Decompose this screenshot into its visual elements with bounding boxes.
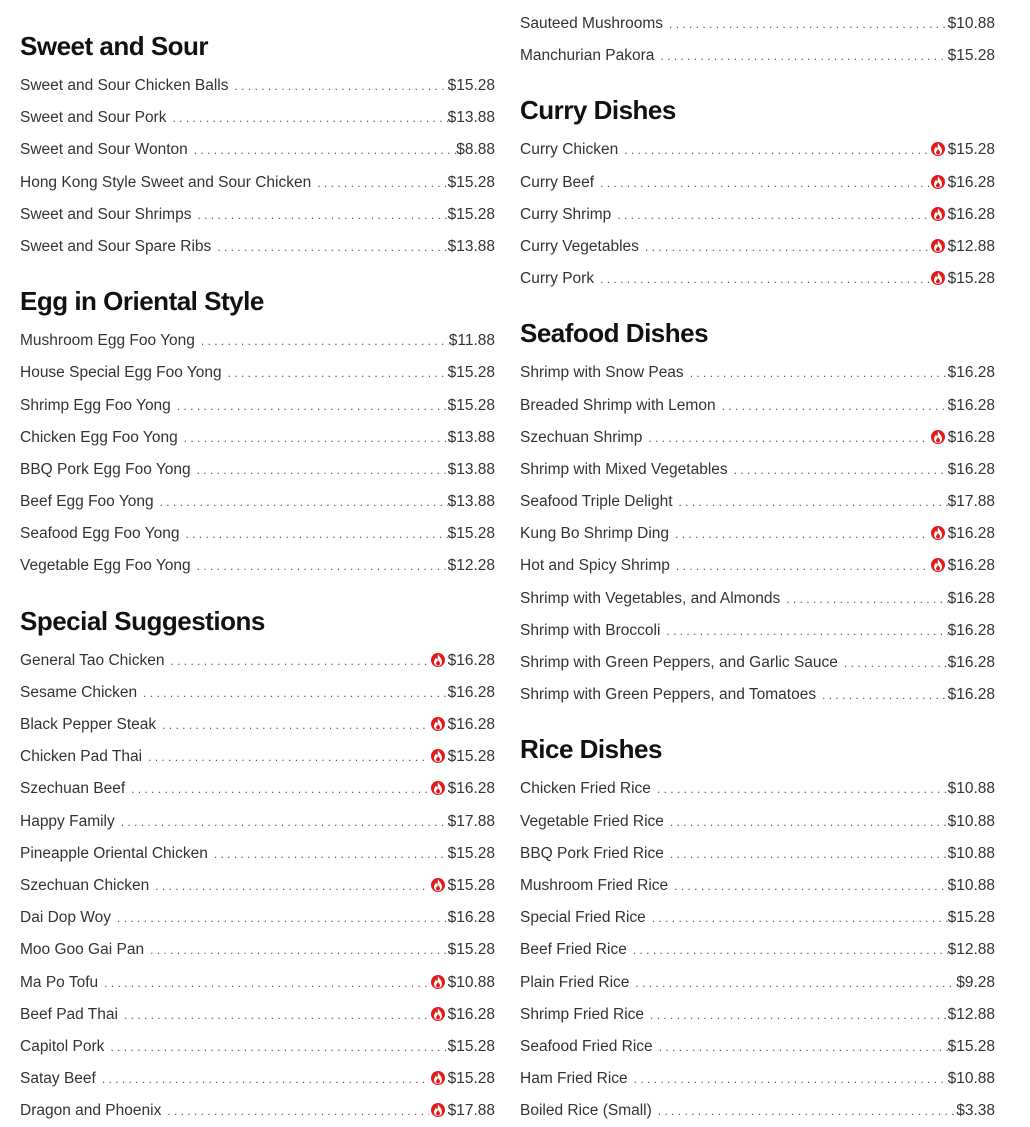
menu-item-price: $10.88 [947, 1070, 995, 1088]
menu-item-name: Shrimp with Snow Peas [520, 364, 684, 382]
menu-item-name: Shrimp with Green Peppers, and Tomatoes [520, 686, 817, 704]
menu-item-name: Capitol Pork [20, 1037, 105, 1055]
menu-item-price: $13.88 [447, 428, 495, 446]
menu-item-name: Shrimp Egg Foo Yong [20, 396, 171, 414]
menu-item-name: Sweet and Sour Spare Ribs [20, 237, 212, 255]
menu-item-price: $12.28 [447, 557, 495, 575]
dot-leader [110, 1031, 447, 1063]
spicy-flame-icon [431, 749, 445, 763]
menu-item-name: Sesame Chicken [20, 683, 138, 701]
menu-item-name: Sauteed Mushrooms [520, 15, 664, 32]
dot-leader [633, 934, 948, 966]
menu-section-rice-dishes [520, 711, 995, 1127]
menu-item-shrimp-with-green-peppers-and-garlic-sauce [520, 647, 995, 679]
cut-off-row [520, 0, 995, 8]
menu-item-price: $15.28 [947, 270, 995, 288]
menu-item-hong-kong-style-sweet-and-sour-chicken [20, 167, 495, 199]
menu-item-price: $10.88 [947, 15, 995, 32]
menu-item-beef-pad-thai [20, 999, 495, 1031]
menu-item-name: Kung Bo Shrimp Ding [520, 525, 670, 543]
menu-item-price: $10.88 [947, 780, 995, 798]
menu-item-name: Shrimp with Broccoli [520, 621, 661, 639]
spicy-flame-icon [931, 207, 945, 221]
menu-item-price: $16.28 [447, 683, 495, 701]
menu-item-price: $10.88 [947, 812, 995, 830]
dot-leader [197, 550, 448, 582]
menu-item-name: House Special Egg Foo Yong [20, 364, 222, 382]
menu-item-dai-dop-woy [20, 902, 495, 934]
menu-item-price: $17.88 [447, 1102, 495, 1120]
menu-item-name: Dragon and Phoenix [20, 1102, 162, 1120]
dot-leader [197, 199, 447, 231]
menu-item-pineapple-oriental-chicken [20, 838, 495, 870]
spicy-flame-icon [431, 878, 445, 892]
menu-item-satay-beef [20, 1063, 495, 1095]
dot-leader [844, 647, 948, 679]
dot-leader [679, 486, 948, 518]
menu-item-ma-po-tofu [20, 967, 495, 999]
menu-item-sweet-and-sour-pork [20, 102, 495, 134]
menu-section-curry-dishes [520, 72, 995, 295]
menu-item-ginger-and-spring-onions-chicken [20, 0, 495, 8]
menu-item-name: Seafood Fried Rice [520, 1037, 653, 1055]
menu-item-snow-peas-and-water-chestnuts [520, 0, 995, 8]
menu-item-name: Vegetable Egg Foo Yong [20, 557, 191, 575]
spicy-flame-icon [431, 1007, 445, 1021]
spicy-flame-icon [931, 239, 945, 253]
dot-leader [617, 199, 928, 231]
spicy-flame-icon [431, 1103, 445, 1117]
dot-leader [160, 486, 448, 518]
menu-item-shrimp-with-broccoli [520, 615, 995, 647]
spicy-flame-icon [931, 526, 945, 540]
menu-item-name: Sweet and Sour Chicken Balls [20, 77, 229, 94]
menu-item-name: Chicken Pad Thai [20, 748, 143, 766]
menu-item-price: $15.28 [947, 141, 995, 159]
menu-item-name: BBQ Pork Fried Rice [520, 844, 664, 862]
menu-item-price: $15.28 [447, 173, 495, 191]
dot-leader [670, 838, 948, 870]
menu-item-boiled-rice-small [520, 1095, 995, 1127]
menu-item-price: $16.28 [947, 557, 995, 575]
dot-leader [317, 167, 447, 199]
menu-item-price: $13.88 [447, 109, 495, 127]
spicy-flame-icon [931, 142, 945, 156]
dot-leader [131, 773, 428, 805]
dot-leader [634, 1063, 948, 1095]
dot-leader [172, 102, 447, 134]
dot-leader [674, 870, 947, 902]
menu-item-name: Curry Shrimp [520, 205, 612, 223]
menu-item-name: Chicken Fried Rice [520, 780, 651, 798]
menu-item-price: $15.28 [447, 77, 495, 94]
menu-item-price: $15.28 [447, 364, 495, 382]
menu-item-sweet-and-sour-wonton [20, 134, 495, 166]
dot-leader [124, 999, 429, 1031]
menu-item-sweet-and-sour-shrimps [20, 199, 495, 231]
dot-leader [184, 422, 448, 454]
menu-item-name: Szechuan Beef [20, 780, 126, 798]
dot-leader [676, 550, 929, 582]
spicy-flame-icon [431, 653, 445, 667]
dot-leader [666, 615, 947, 647]
menu-item-shrimp-egg-foo-yong [20, 390, 495, 422]
menu-item-black-pepper-steak [20, 709, 495, 741]
menu-item-shrimp-with-snow-peas [520, 357, 995, 389]
menu-section-sweet-and-sour [20, 8, 495, 263]
dot-leader [600, 263, 929, 295]
dot-leader [228, 357, 448, 389]
dot-leader [117, 902, 448, 934]
section-heading: Seafood Dishes [520, 318, 709, 349]
dot-leader [648, 422, 928, 454]
menu-item-beef-fried-rice [520, 934, 995, 966]
menu-column-left [20, 0, 495, 1127]
menu-item-price: $16.28 [947, 460, 995, 478]
section-heading: Rice Dishes [520, 734, 662, 765]
dot-leader [652, 902, 948, 934]
menu-item-beef-egg-foo-yong [20, 486, 495, 518]
dot-leader [235, 70, 448, 102]
menu-item-price: $16.28 [947, 364, 995, 382]
dot-leader [624, 134, 928, 166]
menu-item-price: $16.28 [947, 205, 995, 223]
menu-item-price: $16.28 [947, 589, 995, 607]
spicy-flame-icon [431, 1071, 445, 1085]
menu-item-name: Moo Goo Gai Pan [20, 941, 145, 959]
section-heading: Curry Dishes [520, 95, 676, 126]
menu-item-price: $16.28 [947, 525, 995, 543]
dot-leader [660, 40, 947, 72]
menu-item-name: Black Pepper Steak [20, 716, 157, 733]
menu-column-right [520, 0, 995, 1127]
dot-leader [690, 357, 948, 389]
menu-item-price: $13.88 [447, 460, 495, 478]
section-heading: Special Suggestions [20, 605, 265, 636]
menu-item-moo-goo-gai-pan [20, 934, 495, 966]
dot-leader [185, 518, 447, 550]
menu-item-name: Shrimp with Green Peppers, and Garlic Sauce [520, 654, 838, 671]
menu-item-name: Vegetable Fried Rice [520, 812, 664, 830]
menu-item-name: Shrimp with Mixed Vegetables [520, 460, 728, 478]
menu-section-egg-in-oriental-style [20, 263, 495, 583]
menu-item-price: $16.28 [447, 780, 495, 798]
menu-item-price: $15.28 [447, 748, 495, 766]
menu-item-name: Sweet and Sour Wonton [20, 141, 188, 159]
menu-item-price: $15.28 [447, 844, 495, 862]
dot-leader [657, 773, 948, 805]
menu-item-szechuan-shrimp [520, 422, 995, 454]
menu-item-chicken-fried-rice [520, 773, 995, 805]
menu-item-shrimp-with-vegetables-and-almonds [520, 583, 995, 615]
menu-item-price: $12.88 [947, 237, 995, 255]
menu-item-name: Curry Vegetables [520, 237, 639, 255]
menu-item-chicken-egg-foo-yong [20, 422, 495, 454]
menu-item-name: Szechuan Shrimp [520, 428, 643, 446]
dot-leader [102, 1063, 429, 1095]
cut-off-row [20, 0, 495, 8]
dot-leader [194, 134, 456, 166]
dot-leader [121, 806, 448, 838]
menu-item-szechuan-beef [20, 773, 495, 805]
menu-item-price: $10.88 [947, 844, 995, 862]
menu-item-price: $16.28 [947, 396, 995, 414]
menu-item-kung-bo-shrimp-ding [520, 518, 995, 550]
menu-item-dragon-and-phoenix [20, 1095, 495, 1127]
menu-item-name: Sweet and Sour Pork [20, 109, 167, 127]
spicy-flame-icon [431, 717, 445, 731]
section-heading: Egg in Oriental Style [20, 286, 264, 317]
menu-item-general-tao-chicken [20, 645, 495, 677]
dot-leader [177, 390, 448, 422]
menu-item-price: $16.28 [447, 1005, 495, 1023]
menu-item-price: $15.28 [447, 876, 495, 894]
spicy-flame-icon [931, 271, 945, 285]
dot-leader [645, 231, 929, 263]
menu-item-name: Beef Pad Thai [20, 1005, 118, 1023]
menu-item-bbq-pork-egg-foo-yong [20, 454, 495, 486]
menu-item-curry-beef [520, 167, 995, 199]
menu-item-mushroom-fried-rice [520, 870, 995, 902]
menu-item-curry-vegetables [520, 231, 995, 263]
menu-item-name: General Tao Chicken [20, 651, 165, 669]
menu-item-price: $12.88 [947, 1005, 995, 1023]
menu-item-price: $16.28 [947, 621, 995, 639]
menu-item-chicken-pad-thai [20, 741, 495, 773]
dot-leader [658, 1095, 956, 1127]
menu-item-price: $11.88 [448, 332, 495, 350]
menu-item-shrimp-with-green-peppers-and-tomatoes [520, 679, 995, 711]
menu-item-name: Ham Fried Rice [520, 1070, 628, 1088]
menu-item-sweet-and-sour-spare-ribs [20, 231, 495, 263]
menu-item-price: $13.88 [447, 493, 495, 511]
menu-item-name: Curry Chicken [520, 141, 619, 159]
menu-item-price: $15.28 [447, 1037, 495, 1055]
menu-item-name: Ma Po Tofu [20, 973, 99, 991]
menu-item-price: $15.28 [447, 205, 495, 223]
dot-leader [600, 167, 928, 199]
menu-item-curry-pork [520, 263, 995, 295]
menu-item-mushroom-egg-foo-yong [20, 325, 495, 357]
dot-leader [197, 454, 448, 486]
dot-leader [155, 870, 428, 902]
dot-leader [148, 741, 429, 773]
menu-item-szechuan-chicken [20, 870, 495, 902]
menu-item-name: Plain Fried Rice [520, 973, 630, 991]
menu-item-price: $15.28 [947, 909, 995, 927]
menu-item-price: $12.88 [947, 941, 995, 959]
menu-item-name: Sweet and Sour Shrimps [20, 205, 192, 223]
dot-leader [201, 325, 449, 357]
menu-item-vegetable-egg-foo-yong [20, 550, 495, 582]
menu-item-price: $17.88 [947, 493, 995, 511]
menu-item-price: $15.28 [447, 525, 495, 543]
dot-leader [150, 934, 448, 966]
menu-item-price: $10.88 [947, 876, 995, 894]
menu-item-name: Special Fried Rice [520, 909, 646, 927]
menu-item-price: $16.28 [947, 654, 995, 671]
menu-item-vegetable-fried-rice [520, 806, 995, 838]
section-heading: Sweet and Sour [20, 31, 209, 61]
menu-item-price: $16.28 [447, 716, 495, 733]
menu-item-sesame-chicken [20, 677, 495, 709]
menu-item-price: $16.28 [447, 651, 495, 669]
menu-item-seafood-egg-foo-yong [20, 518, 495, 550]
menu-item-bbq-pork-fried-rice [520, 838, 995, 870]
menu-item-name: Pineapple Oriental Chicken [20, 844, 208, 862]
dot-leader [170, 645, 428, 677]
menu-item-name: Satay Beef [20, 1070, 96, 1088]
menu-item-sauteed-mushrooms [520, 8, 995, 40]
menu-item-name: Manchurian Pakora [520, 47, 655, 65]
menu-item-name: Mushroom Egg Foo Yong [20, 332, 195, 350]
dot-leader [786, 583, 947, 615]
menu-item-name: Mushroom Fried Rice [520, 876, 669, 894]
menu-item-price: $15.28 [447, 941, 495, 959]
menu-item-shrimp-with-mixed-vegetables [520, 454, 995, 486]
menu-item-name: Beef Egg Foo Yong [20, 493, 154, 511]
menu-item-name: Dai Dop Woy [20, 909, 112, 927]
spicy-flame-icon [431, 781, 445, 795]
menu-item-happy-family [20, 806, 495, 838]
spicy-flame-icon [931, 175, 945, 189]
menu-item-name: Happy Family [20, 812, 115, 830]
menu-item-price: $15.28 [447, 1070, 495, 1088]
dot-leader [722, 390, 948, 422]
spicy-flame-icon [931, 558, 945, 572]
menu-item-name: Curry Pork [520, 270, 595, 288]
dot-leader [143, 677, 447, 709]
menu-item-price: $10.88 [447, 973, 495, 991]
menu-item-price: $9.28 [956, 973, 995, 991]
menu-item-name: Seafood Egg Foo Yong [20, 525, 180, 543]
dot-leader [167, 1095, 428, 1127]
menu-item-hot-and-spicy-shrimp [520, 550, 995, 582]
menu-item-price: $13.88 [447, 237, 495, 255]
menu-item-shrimp-fried-rice [520, 999, 995, 1031]
dot-leader [162, 709, 428, 741]
menu-item-price: $16.28 [947, 686, 995, 704]
spicy-flame-icon [431, 975, 445, 989]
menu-item-name: Hong Kong Style Sweet and Sour Chicken [20, 173, 312, 191]
menu-item-name: Chicken Egg Foo Yong [20, 428, 178, 446]
menu-item-price: $15.28 [447, 396, 495, 414]
menu-item-capitol-pork [20, 1031, 495, 1063]
menu-item-ham-fried-rice [520, 1063, 995, 1095]
menu-section-continued [520, 8, 995, 72]
dot-leader [217, 231, 447, 263]
menu-item-price: $16.28 [447, 909, 495, 927]
dot-leader [650, 999, 948, 1031]
menu-item-name: Curry Beef [520, 173, 595, 191]
menu-item-name: Beef Fried Rice [520, 941, 627, 959]
dot-leader [669, 8, 948, 40]
menu-item-price: $15.28 [947, 47, 995, 65]
menu-item-special-fried-rice [520, 902, 995, 934]
menu-item-price: $17.88 [447, 812, 495, 830]
menu-item-price: $3.38 [956, 1102, 995, 1120]
menu-item-name: Shrimp Fried Rice [520, 1005, 645, 1023]
menu-item-plain-fried-rice [520, 967, 995, 999]
dot-leader [659, 1031, 948, 1063]
menu-item-name: Hot and Spicy Shrimp [520, 557, 670, 575]
dot-leader [214, 838, 448, 870]
menu-item-manchurian-pakora [520, 40, 995, 72]
menu-item-name: BBQ Pork Egg Foo Yong [20, 460, 191, 478]
dot-leader [635, 967, 956, 999]
menu-item-name: Breaded Shrimp with Lemon [520, 396, 716, 414]
menu-item-house-special-egg-foo-yong [20, 357, 495, 389]
menu-section-seafood-dishes [520, 295, 995, 711]
dot-leader [734, 454, 948, 486]
menu-section-special-suggestions [20, 583, 495, 1127]
menu-item-breaded-shrimp-with-lemon [520, 390, 995, 422]
menu-item-name: Szechuan Chicken [20, 876, 150, 894]
menu-item-curry-shrimp [520, 199, 995, 231]
menu-item-curry-chicken [520, 134, 995, 166]
menu-item-price: $8.88 [456, 141, 495, 159]
menu-item-price: $15.28 [947, 1037, 995, 1055]
dot-leader [104, 967, 428, 999]
menu-item-name: Boiled Rice (Small) [520, 1102, 652, 1120]
menu-item-sweet-and-sour-chicken-balls [20, 70, 495, 102]
menu-item-name: Shrimp with Vegetables, and Almonds [520, 589, 781, 607]
menu-item-seafood-triple-delight [520, 486, 995, 518]
menu-item-price: $16.28 [947, 428, 995, 446]
spicy-flame-icon [931, 430, 945, 444]
menu-item-price: $16.28 [947, 173, 995, 191]
dot-leader [822, 679, 947, 711]
dot-leader [675, 518, 929, 550]
menu-item-name: Seafood Triple Delight [520, 493, 673, 511]
dot-leader [670, 806, 948, 838]
menu-item-seafood-fried-rice [520, 1031, 995, 1063]
